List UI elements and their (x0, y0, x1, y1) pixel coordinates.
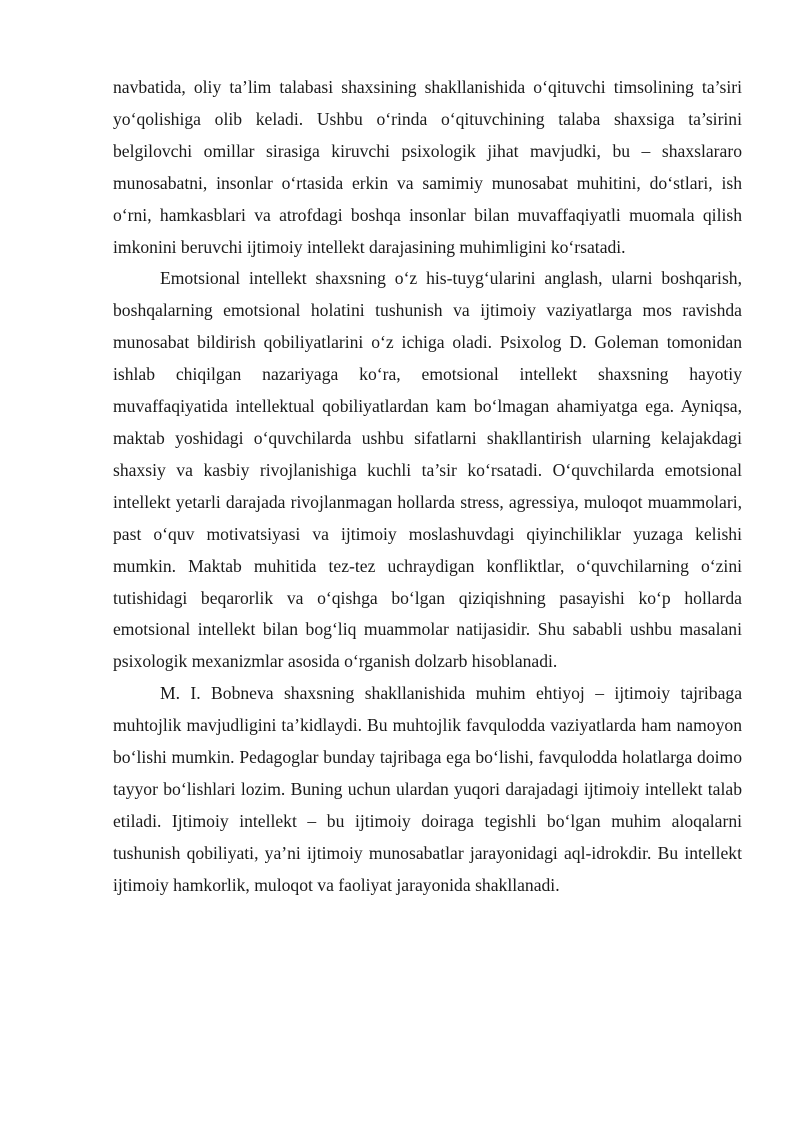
paragraph-emotional-intelligence: Emotsional intellekt shaxsning o‘z his-tuyg‘ularini anglash, ularni boshqarish, boshqalarning emotsional holatini tushunish va ijtimoiy vaziyatlarga mos ravishda munosabat bildirish qobiliyatlarini o‘z ichiga oladi. Psixolog D. Goleman tomonidan ishlab chiqilgan nazariyaga ko‘ra, emotsional intellekt shaxsning hayotiy muvaffaqiyatida intellektual qobiliyatlardan kam bo‘lmagan ahamiyatga ega. Ayniqsa, maktab yoshidagi o‘quvchilarda ushbu sifatlarni shakllantirish ularning kelajakdagi shaxsiy va kasbiy rivojlanishiga kuchli ta’sir ko‘rsatadi. O‘quvchilarda emotsional intellekt yetarli darajada rivojlanmagan hollarda stress, agressiya, muloqot muammolari, past o‘quv motivatsiyasi va ijtimoiy moslashuvdagi qiyinchiliklar yuzaga kelishi mumkin. Maktab muhitida tez-tez uchraydigan konfliktlar, o‘quvchilarning o‘zini tutishidagi beqarorlik va o‘qishga bo‘lgan qiziqishning pasayishi ko‘p hollarda emotsional intellekt bilan bog‘liq muammolar natijasidir. Shu sababli ushbu masalani psixologik mexanizmlar asosida o‘rganish dolzarb hisoblanadi. (113, 268, 742, 672)
paragraph-continuation: navbatida, oliy ta’lim talabasi shaxsining shakllanishida o‘qituvchi timsolining ta’siri yo‘qolishiga olib keladi. Ushbu o‘rinda o‘qituvchining talaba shaxsiga ta’sirini belgilovchi omillar sirasiga kiruvchi psixologik jihat mavjudki, bu – shaxslararo munosabatni, insonlar o‘rtasida erkin va samimiy munosabat muhitini, do‘stlari, ish o‘rni, hamkasblari va atrofdagi boshqa insonlar bilan muvaffaqiyatli muomala qilish imkonini beruvchi ijtimoiy intellekt darajasining muhimligini ko‘rsatadi. (113, 77, 742, 257)
document-page (113, 72, 742, 902)
paragraph-bobneva: M. I. Bobneva shaxsning shakllanishida muhim ehtiyoj – ijtimoiy tajribaga muhtojlik mavjudligini ta’kidlaydi. Bu muhtojlik favqulodda vaziyatlarda ham namoyon bo‘lishi mumkin. Pedagoglar bunday tajribaga ega bo‘lishi, favqulodda holatlarga doimo tayyor bo‘lishlari lozim. Buning uchun ulardan yuqori darajadagi ijtimoiy intellekt talab etiladi. Ijtimoiy intellekt – bu ijtimoiy doiraga tegishli bo‘lgan muhim aloqalarni tushunish qobiliyati, ya’ni ijtimoiy munosabatlar jarayonidagi aql-idrokdir. Bu intellekt ijtimoiy hamkorlik, muloqot va faoliyat jarayonida shakllanadi. (113, 683, 742, 895)
